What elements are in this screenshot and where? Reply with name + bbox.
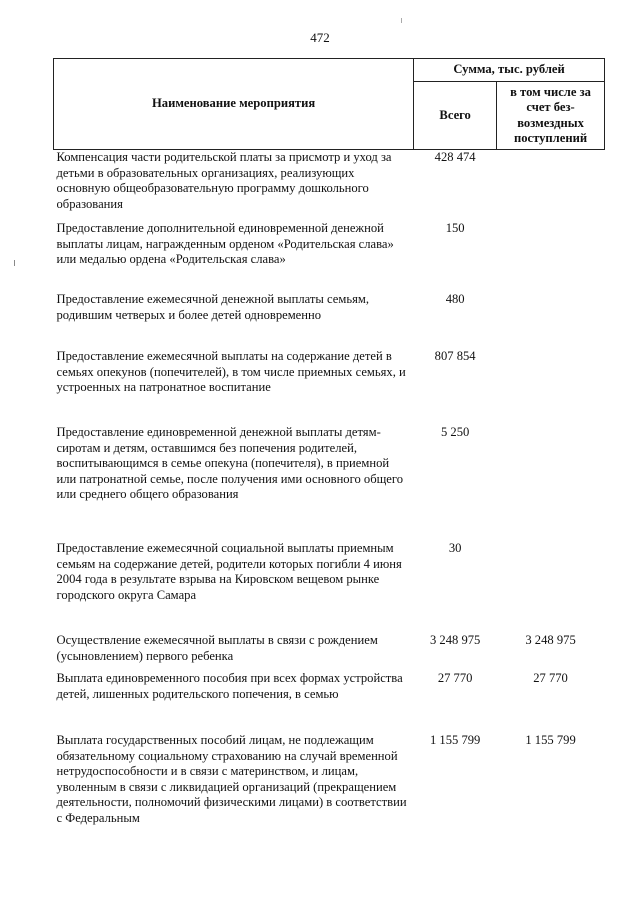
row-free [497, 541, 605, 633]
row-total: 807 854 [434, 349, 476, 363]
table-row [54, 541, 605, 633]
row-name: Предоставление единовременной денежной выплаты детям-сиротам и детям, оставшимся без попечения родителей, воспитывающимся в семье опекуна (попечителя), в приемной или патронатной семье, после получения ими основного общего или среднего общего образования [56, 425, 404, 501]
row-free: 1 155 799 [525, 733, 576, 747]
row-name: Предоставление ежемесячной денежной выплаты семьям, родившим четверых и более детей одновременно [56, 292, 369, 322]
row-name: Компенсация части родительской платы за присмотр и уход за детьми в образовательных организациях, реализующих основную общеобразовательную программу дошкольного образования [56, 150, 392, 211]
row-free [497, 349, 605, 425]
row-total: 428 474 [434, 150, 476, 164]
scan-mark [401, 18, 402, 23]
row-total: 5 250 [440, 425, 470, 439]
header-free: в том числе за счет без-возмездных поступлений [497, 82, 605, 150]
row-name: Осуществление ежемесячной выплаты в связи с рождением (усыновлением) первого ребенка [56, 633, 378, 663]
table-header [54, 59, 605, 150]
table-row [54, 733, 605, 826]
row-total: 150 [445, 221, 465, 235]
header-name: Наименование мероприятия [54, 59, 414, 150]
row-total: 30 [448, 541, 462, 555]
row-name: Предоставление дополнительной единовременной денежной выплаты лицам, награжденным орденом «Родительская слава» или медалью ордена «Родительская слава» [56, 221, 394, 266]
row-name: Выплата единовременного пособия при всех формах устройства детей, лишенных родительского попечения, в семью [56, 671, 403, 701]
budget-table [53, 58, 605, 826]
header-sum: Сумма, тыс. рублей [414, 59, 605, 82]
row-free [497, 150, 605, 222]
row-name: Выплата государственных пособий лицам, не подлежащим обязательному социальному страхованию на случай временной нетрудоспособности и в связи с материнством, и лицам, уволенным в связи с ликвидацией организаций (прекращением деятельности, полномочий физическими лицами) в соответствии с Федеральным [56, 733, 407, 825]
header-total: Всего [414, 82, 497, 150]
row-free [497, 221, 605, 292]
row-total: 1 155 799 [429, 733, 481, 747]
table-row [54, 221, 605, 292]
table-row [54, 425, 605, 541]
margin-mark [14, 260, 15, 266]
row-total: 480 [445, 292, 465, 306]
row-free: 27 770 [533, 671, 568, 685]
table-row [54, 671, 605, 733]
row-name: Предоставление ежемесячной выплаты на содержание детей в семьях опекунов (попечителей), в том числе приемных семьях, и устроенных на патронатное воспитание [56, 349, 406, 394]
row-free [497, 292, 605, 349]
table-row [54, 150, 605, 222]
table-row [54, 292, 605, 349]
row-free: 3 248 975 [525, 633, 576, 647]
row-total: 27 770 [437, 671, 473, 685]
row-free [497, 425, 605, 541]
row-name: Предоставление ежемесячной социальной выплаты приемным семьям на содержание детей, родители которых погибли 4 июня 2004 года в результате взрыва на Кировском вещевом рынке городского округа Самара [56, 541, 402, 602]
page-number: 472 [310, 30, 330, 45]
table-row [54, 349, 605, 425]
table-row [54, 633, 605, 671]
row-total: 3 248 975 [429, 633, 481, 647]
